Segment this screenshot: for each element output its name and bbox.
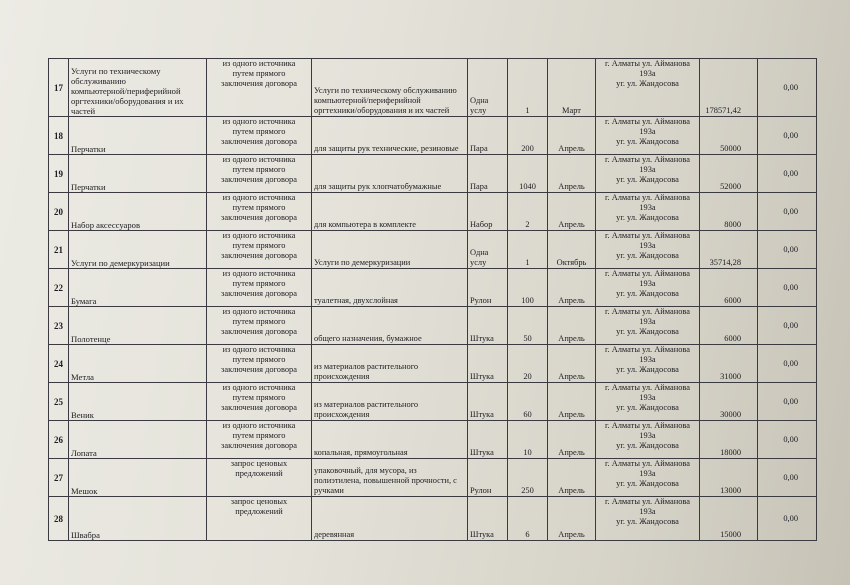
row-number: 20 (49, 193, 69, 231)
delivery-month: Апрель (548, 269, 596, 307)
quantity: 20 (508, 345, 548, 383)
table-row (49, 231, 817, 269)
delivery-month: Апрель (548, 459, 596, 497)
item-description: копальная, прямоугольная (312, 421, 468, 459)
table-row (49, 155, 817, 193)
procurement-method: из одного источника путем прямого заключения договора (207, 59, 312, 117)
procurement-method: из одного источника путем прямого заключения договора (207, 421, 312, 459)
item-description: туалетная, двухслойная (312, 269, 468, 307)
delivery-address: г. Алматы ул. Айманова 193а уг. ул. Жандосова (596, 307, 700, 345)
delivery-month: Март (548, 59, 596, 117)
amount: 52000 (700, 155, 758, 193)
amount: 18000 (700, 421, 758, 459)
prepayment-value: 0,00 (758, 307, 817, 345)
amount: 35714,28 (700, 231, 758, 269)
amount: 31000 (700, 345, 758, 383)
item-name: Веник (69, 383, 207, 421)
table-row (49, 117, 817, 155)
delivery-address: г. Алматы ул. Айманова 193а уг. ул. Жандосова (596, 383, 700, 421)
row-number: 23 (49, 307, 69, 345)
unit-of-measure: Штука (468, 383, 508, 421)
item-name: Перчатки (69, 155, 207, 193)
item-description: для защиты рук хлопчатобумажные (312, 155, 468, 193)
prepayment-value: 0,00 (758, 421, 817, 459)
delivery-address: г. Алматы ул. Айманова 193а уг. ул. Жандосова (596, 269, 700, 307)
row-number: 25 (49, 383, 69, 421)
procurement-method: из одного источника путем прямого заключения договора (207, 155, 312, 193)
item-description: Услуги по техническому обслуживанию компьютерной/периферийной оргтехники/оборудования и их частей (312, 59, 468, 117)
unit-of-measure: Пара (468, 155, 508, 193)
item-description: деревянная (312, 497, 468, 541)
delivery-month: Апрель (548, 307, 596, 345)
item-description: для компьютера в комплекте (312, 193, 468, 231)
delivery-address: г. Алматы ул. Айманова 193а уг. ул. Жандосова (596, 459, 700, 497)
item-description: общего назначения, бумажное (312, 307, 468, 345)
item-name: Лопата (69, 421, 207, 459)
delivery-month: Апрель (548, 383, 596, 421)
procurement-table (48, 58, 817, 541)
procurement-method: из одного источника путем прямого заключения договора (207, 231, 312, 269)
delivery-address: г. Алматы ул. Айманова 193а уг. ул. Жандосова (596, 497, 700, 541)
table-row (49, 421, 817, 459)
procurement-method: из одного источника путем прямого заключения договора (207, 269, 312, 307)
prepayment-value: 0,00 (758, 193, 817, 231)
amount: 6000 (700, 307, 758, 345)
amount: 30000 (700, 383, 758, 421)
unit-of-measure: Штука (468, 307, 508, 345)
item-name: Перчатки (69, 117, 207, 155)
delivery-address: г. Алматы ул. Айманова 193а уг. ул. Жандосова (596, 59, 700, 117)
item-name: Полотенце (69, 307, 207, 345)
prepayment-value: 0,00 (758, 269, 817, 307)
procurement-method: из одного источника путем прямого заключения договора (207, 345, 312, 383)
item-name: Услуги по техническому обслуживанию компьютерной/периферийной оргтехники/оборудования и их частей (69, 59, 207, 117)
prepayment-value: 0,00 (758, 345, 817, 383)
delivery-month: Апрель (548, 421, 596, 459)
amount: 15000 (700, 497, 758, 541)
delivery-month: Октябрь (548, 231, 596, 269)
table-row (49, 459, 817, 497)
procurement-method: из одного источника путем прямого заключения договора (207, 117, 312, 155)
row-number: 24 (49, 345, 69, 383)
delivery-month: Апрель (548, 497, 596, 541)
delivery-address: г. Алматы ул. Айманова 193а уг. ул. Жандосова (596, 421, 700, 459)
unit-of-measure: Одна услу (468, 59, 508, 117)
unit-of-measure: Штука (468, 345, 508, 383)
unit-of-measure: Набор (468, 193, 508, 231)
quantity: 1 (508, 59, 548, 117)
unit-of-measure: Одна услу (468, 231, 508, 269)
table-row (49, 59, 817, 117)
item-description: из материалов растительного происхождения (312, 383, 468, 421)
amount: 178571,42 (700, 59, 758, 117)
row-number: 18 (49, 117, 69, 155)
prepayment-value: 0,00 (758, 497, 817, 541)
quantity: 50 (508, 307, 548, 345)
item-description: из материалов растительного происхождения (312, 345, 468, 383)
quantity: 250 (508, 459, 548, 497)
procurement-method: из одного источника путем прямого заключения договора (207, 383, 312, 421)
quantity: 100 (508, 269, 548, 307)
procurement-method: из одного источника путем прямого заключения договора (207, 307, 312, 345)
prepayment-value: 0,00 (758, 155, 817, 193)
item-description: Услуги по демеркуризации (312, 231, 468, 269)
item-description: упаковочный, для мусора, из полиэтилена, повышенной прочности, с ручками (312, 459, 468, 497)
item-name: Набор аксессуаров (69, 193, 207, 231)
table-row (49, 497, 817, 541)
table-body (49, 59, 817, 541)
unit-of-measure: Пара (468, 117, 508, 155)
quantity: 6 (508, 497, 548, 541)
unit-of-measure: Штука (468, 421, 508, 459)
item-name: Услуги по демеркуризации (69, 231, 207, 269)
item-name: Метла (69, 345, 207, 383)
table-row (49, 383, 817, 421)
quantity: 1 (508, 231, 548, 269)
quantity: 2 (508, 193, 548, 231)
row-number: 27 (49, 459, 69, 497)
procurement-method: запрос ценовых предложений (207, 459, 312, 497)
unit-of-measure: Рулон (468, 459, 508, 497)
delivery-month: Апрель (548, 345, 596, 383)
quantity: 10 (508, 421, 548, 459)
item-description: для защиты рук технические, резиновые (312, 117, 468, 155)
delivery-address: г. Алматы ул. Айманова 193а уг. ул. Жандосова (596, 193, 700, 231)
unit-of-measure: Штука (468, 497, 508, 541)
procurement-method: запрос ценовых предложений (207, 497, 312, 541)
amount: 50000 (700, 117, 758, 155)
amount: 6000 (700, 269, 758, 307)
procurement-method: из одного источника путем прямого заключения договора (207, 193, 312, 231)
prepayment-value: 0,00 (758, 231, 817, 269)
quantity: 200 (508, 117, 548, 155)
delivery-address: г. Алматы ул. Айманова 193а уг. ул. Жандосова (596, 117, 700, 155)
amount: 8000 (700, 193, 758, 231)
amount: 13000 (700, 459, 758, 497)
quantity: 1040 (508, 155, 548, 193)
delivery-month: Апрель (548, 193, 596, 231)
item-name: Мешок (69, 459, 207, 497)
prepayment-value: 0,00 (758, 117, 817, 155)
row-number: 21 (49, 231, 69, 269)
row-number: 19 (49, 155, 69, 193)
row-number: 22 (49, 269, 69, 307)
delivery-address: г. Алматы ул. Айманова 193а уг. ул. Жандосова (596, 231, 700, 269)
prepayment-value: 0,00 (758, 59, 817, 117)
table-row (49, 269, 817, 307)
table-row (49, 193, 817, 231)
table-row (49, 345, 817, 383)
prepayment-value: 0,00 (758, 459, 817, 497)
row-number: 26 (49, 421, 69, 459)
delivery-month: Апрель (548, 155, 596, 193)
item-name: Бумага (69, 269, 207, 307)
delivery-address: г. Алматы ул. Айманова 193а уг. ул. Жандосова (596, 155, 700, 193)
delivery-address: г. Алматы ул. Айманова 193а уг. ул. Жандосова (596, 345, 700, 383)
unit-of-measure: Рулон (468, 269, 508, 307)
delivery-month: Апрель (548, 117, 596, 155)
row-number: 28 (49, 497, 69, 541)
item-name: Швабра (69, 497, 207, 541)
quantity: 60 (508, 383, 548, 421)
prepayment-value: 0,00 (758, 383, 817, 421)
table-row (49, 307, 817, 345)
row-number: 17 (49, 59, 69, 117)
